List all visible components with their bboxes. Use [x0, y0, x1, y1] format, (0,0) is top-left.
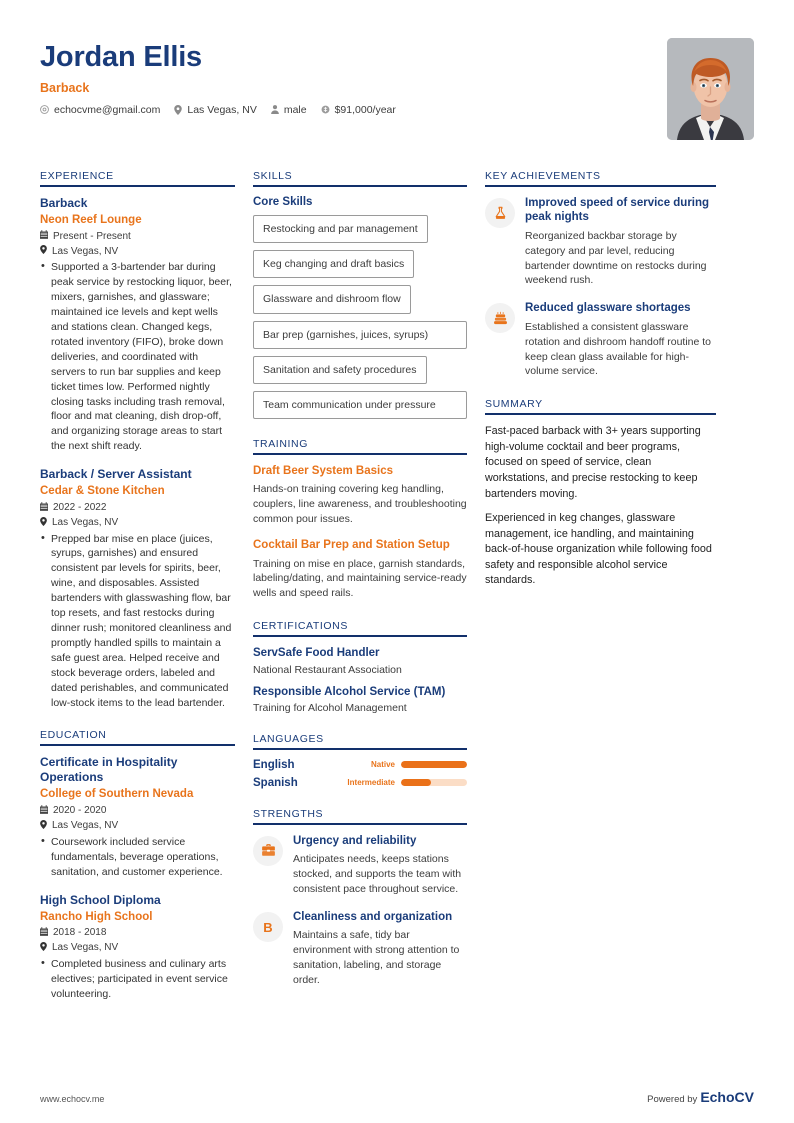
strength-body	[293, 834, 467, 897]
skill-list	[253, 215, 467, 419]
section-heading-languages: LANGUAGES	[253, 733, 467, 750]
footer-brand: EchoCV	[700, 1089, 754, 1105]
email-icon	[40, 105, 49, 114]
strength-description: Anticipates needs, keeps stations stocked, and supports the team with consistent pace throughout service.	[293, 853, 462, 896]
skill-chip: Restocking and par management	[253, 215, 428, 243]
language-row	[253, 777, 467, 789]
language-level: Intermediate	[347, 778, 395, 788]
achievement-item	[485, 301, 716, 379]
entry-bullets	[40, 957, 235, 1002]
section-heading-experience: EXPERIENCE	[40, 170, 235, 187]
training-description: Training on mise en place, garnish standards, labeling/dating, and maintaining service-ready wells and speed rails.	[253, 557, 467, 600]
certification-item	[253, 646, 467, 675]
language-row	[253, 759, 467, 771]
certification-item	[253, 685, 467, 714]
achievement-description: Established a consistent glassware rotation and dishroom handoff routine to keep clean glass available for high-volume service.	[525, 320, 712, 378]
list-item: • Completed business and culinary arts electives; participated in event service volunteering.	[40, 957, 235, 1002]
section-strengths	[253, 808, 467, 988]
entry-dates	[40, 927, 235, 939]
strength-description: Maintains a safe, tidy bar environment with strong attention to sanitation, labeling, and storage order.	[293, 929, 460, 987]
contact-salary	[321, 104, 396, 116]
avatar	[667, 38, 754, 140]
calendar-icon	[40, 230, 48, 242]
entry-title: Barback / Server Assistant	[40, 467, 192, 482]
location-pin-icon	[40, 517, 47, 529]
calendar-icon	[40, 502, 48, 514]
contact-email	[40, 104, 160, 116]
entry-title: Barback	[40, 196, 88, 210]
summary-paragraph: Experienced in keg changes, glassware management, ice handling, and maintaining back-of-house organization while following food safety and responsible alcohol service standards.	[485, 512, 712, 587]
footer-url[interactable]: www.echocv.me	[40, 1094, 105, 1104]
contact-gender-text: male	[283, 103, 307, 116]
summary-paragraph: Fast-paced barback with 3+ years supporting high-volume cocktail and beer programs, focused on speed of service, clean workstations, and precise restocking to keep bartenders moving.	[485, 425, 701, 500]
section-heading-achievements: KEY ACHIEVEMENTS	[485, 170, 716, 187]
achievement-title: Improved speed of service during peak nights	[525, 197, 710, 224]
location-pin-icon	[40, 245, 47, 257]
section-skills	[253, 170, 467, 419]
location-pin-icon	[174, 105, 182, 115]
entry-location-text: Las Vegas, NV	[52, 820, 119, 832]
contact-salary-text: $91,000/year	[334, 103, 396, 116]
entry-location	[40, 517, 235, 529]
entry-organization: Neon Reef Lounge	[40, 214, 142, 226]
experience-entry	[40, 196, 235, 454]
achievement-body	[525, 301, 716, 379]
section-key-achievements	[485, 170, 716, 379]
strength-item	[253, 910, 467, 988]
training-description: Hands-on training covering keg handling, couplers, line awareness, and troubleshooting common pour issues.	[253, 483, 467, 526]
contact-location	[174, 104, 256, 116]
entry-dates-text: Present - Present	[53, 230, 131, 242]
entry-location-text: Las Vegas, NV	[52, 245, 119, 257]
profile-photo	[667, 38, 754, 140]
resume-header	[40, 38, 754, 140]
achievement-title: Reduced glassware shortages	[525, 302, 691, 315]
calendar-icon	[40, 927, 48, 939]
header-left	[40, 38, 396, 116]
footer-powered-label: Powered by	[647, 1094, 698, 1105]
letter-b-glyph: B	[263, 919, 273, 935]
entry-location	[40, 245, 235, 257]
entry-title: Certificate in Hospitality Operations	[40, 755, 178, 785]
entry-title: High School Diploma	[40, 892, 161, 907]
strength-title: Cleanliness and organization	[293, 911, 453, 924]
skill-chip: Glassware and dishroom flow	[253, 285, 411, 313]
contact-location-text: Las Vegas, NV	[187, 103, 257, 116]
section-heading-certifications: CERTIFICATIONS	[253, 620, 467, 637]
entry-dates	[40, 502, 235, 514]
entry-location	[40, 820, 235, 832]
language-proficiency-bar	[401, 761, 467, 768]
certification-issuer: Training for Alcohol Management	[253, 701, 407, 714]
entry-organization: Rancho High School	[40, 910, 153, 923]
skill-chip: Keg changing and draft basics	[253, 250, 414, 278]
achievement-body	[525, 196, 716, 288]
entry-dates-text: 2020 - 2020	[53, 805, 107, 817]
contact-gender	[271, 104, 307, 116]
section-languages	[253, 733, 467, 789]
certification-name: ServSafe Food Handler	[253, 647, 380, 660]
strength-title: Urgency and reliability	[293, 834, 417, 847]
section-heading-summary: SUMMARY	[485, 398, 716, 415]
location-pin-icon	[40, 942, 47, 954]
section-training	[253, 438, 467, 601]
header-job-title: Barback	[40, 80, 90, 95]
resume-columns	[40, 170, 754, 1002]
language-level: Native	[370, 760, 395, 770]
entry-location-text: Las Vegas, NV	[52, 942, 119, 954]
calendar-icon	[40, 805, 48, 817]
entry-location-text: Las Vegas, NV	[52, 517, 119, 529]
achievement-description: Reorganized backbar storage by category and par level, reducing bartender downtime on restocks during weekend rush.	[525, 229, 707, 287]
page-title: Jordan Ellis	[40, 41, 202, 73]
achievement-item	[485, 196, 716, 288]
column-right	[485, 170, 716, 1002]
skill-chip: Team communication under pressure	[253, 391, 467, 419]
language-name: Spanish	[253, 776, 298, 789]
entry-dates	[40, 230, 235, 242]
training-item	[253, 538, 467, 601]
certification-issuer: National Restaurant Association	[253, 663, 402, 676]
section-education	[40, 729, 235, 1001]
language-proficiency-bar	[401, 779, 467, 786]
footer-powered-by	[647, 1089, 754, 1105]
letter-b-icon	[253, 912, 283, 942]
section-certifications	[253, 620, 467, 714]
education-entry	[40, 755, 235, 879]
entry-organization: Cedar & Stone Kitchen	[40, 485, 165, 498]
contact-row	[40, 104, 396, 116]
entry-organization: College of Southern Nevada	[40, 788, 194, 801]
strength-body	[293, 910, 467, 988]
section-summary	[485, 398, 716, 588]
training-title: Cocktail Bar Prep and Station Setup	[253, 539, 450, 552]
skill-chip: Sanitation and safety procedures	[253, 356, 427, 384]
entry-bullets	[40, 532, 235, 711]
entry-bullets	[40, 835, 235, 880]
person-icon	[271, 105, 279, 114]
flask-icon	[485, 198, 515, 228]
skill-chip: Bar prep (garnishes, juices, syrups)	[253, 321, 467, 349]
training-item	[253, 464, 467, 527]
strength-item	[253, 834, 467, 897]
language-proficiency-fill	[401, 761, 467, 768]
briefcase-icon	[253, 836, 283, 866]
entry-dates-text: 2022 - 2022	[53, 502, 107, 514]
section-heading-training: TRAINING	[253, 438, 467, 455]
contact-email-text: echocvme@gmail.com	[54, 103, 161, 116]
experience-entry	[40, 467, 235, 710]
list-item: • Coursework included service fundamentals, beverage operations, sanitation, and customer experience.	[40, 835, 235, 880]
column-left	[40, 170, 253, 1002]
section-heading-education: EDUCATION	[40, 729, 235, 746]
salary-icon	[321, 105, 330, 114]
list-item: • Supported a 3-bartender bar during peak service by restocking liquor, beer, mixers, garnishes, and glassware; maintained ice levels and kept wells and stations clean. Changed kegs, rotated inventory (FIFO), broke down deliveries, and coordinated with servers to run bar supplies and keep ticket times low. Performed nightly closing tasks including trash removal, floor and mat cleaning, dish drop-off, and organizing storage areas to start the next shift ready.	[40, 260, 235, 454]
entry-dates	[40, 805, 235, 817]
entry-dates-text: 2018 - 2018	[53, 927, 107, 939]
entry-location	[40, 942, 235, 954]
certification-name: Responsible Alcohol Service (TAM)	[253, 685, 446, 698]
location-pin-icon	[40, 820, 47, 832]
section-heading-skills: SKILLS	[253, 170, 467, 187]
skills-subheading: Core Skills	[253, 196, 313, 208]
list-item: • Prepped bar mise en place (juices, syrups, garnishes) and ensured consistent par levels for spirits, beer, wine, and disposables. Assisted bartenders with glasswashing flow, bar top resets, and fast restocks during dinner rush; monitored cleanliness and promptly handled spills to maintain a safe guest area. Helped receive and stock beverage orders, labeled and dated perishables, and communicated low-stock items to the lead bartender.	[40, 532, 235, 711]
column-middle	[253, 170, 485, 1002]
education-entry	[40, 893, 235, 1002]
section-experience	[40, 170, 235, 710]
page-footer	[40, 1089, 754, 1105]
cake-icon	[485, 303, 515, 333]
language-name: English	[253, 758, 295, 771]
section-heading-strengths: STRENGTHS	[253, 808, 467, 825]
entry-bullets	[40, 260, 235, 454]
language-proficiency-fill	[401, 779, 431, 786]
training-title: Draft Beer System Basics	[253, 465, 393, 478]
